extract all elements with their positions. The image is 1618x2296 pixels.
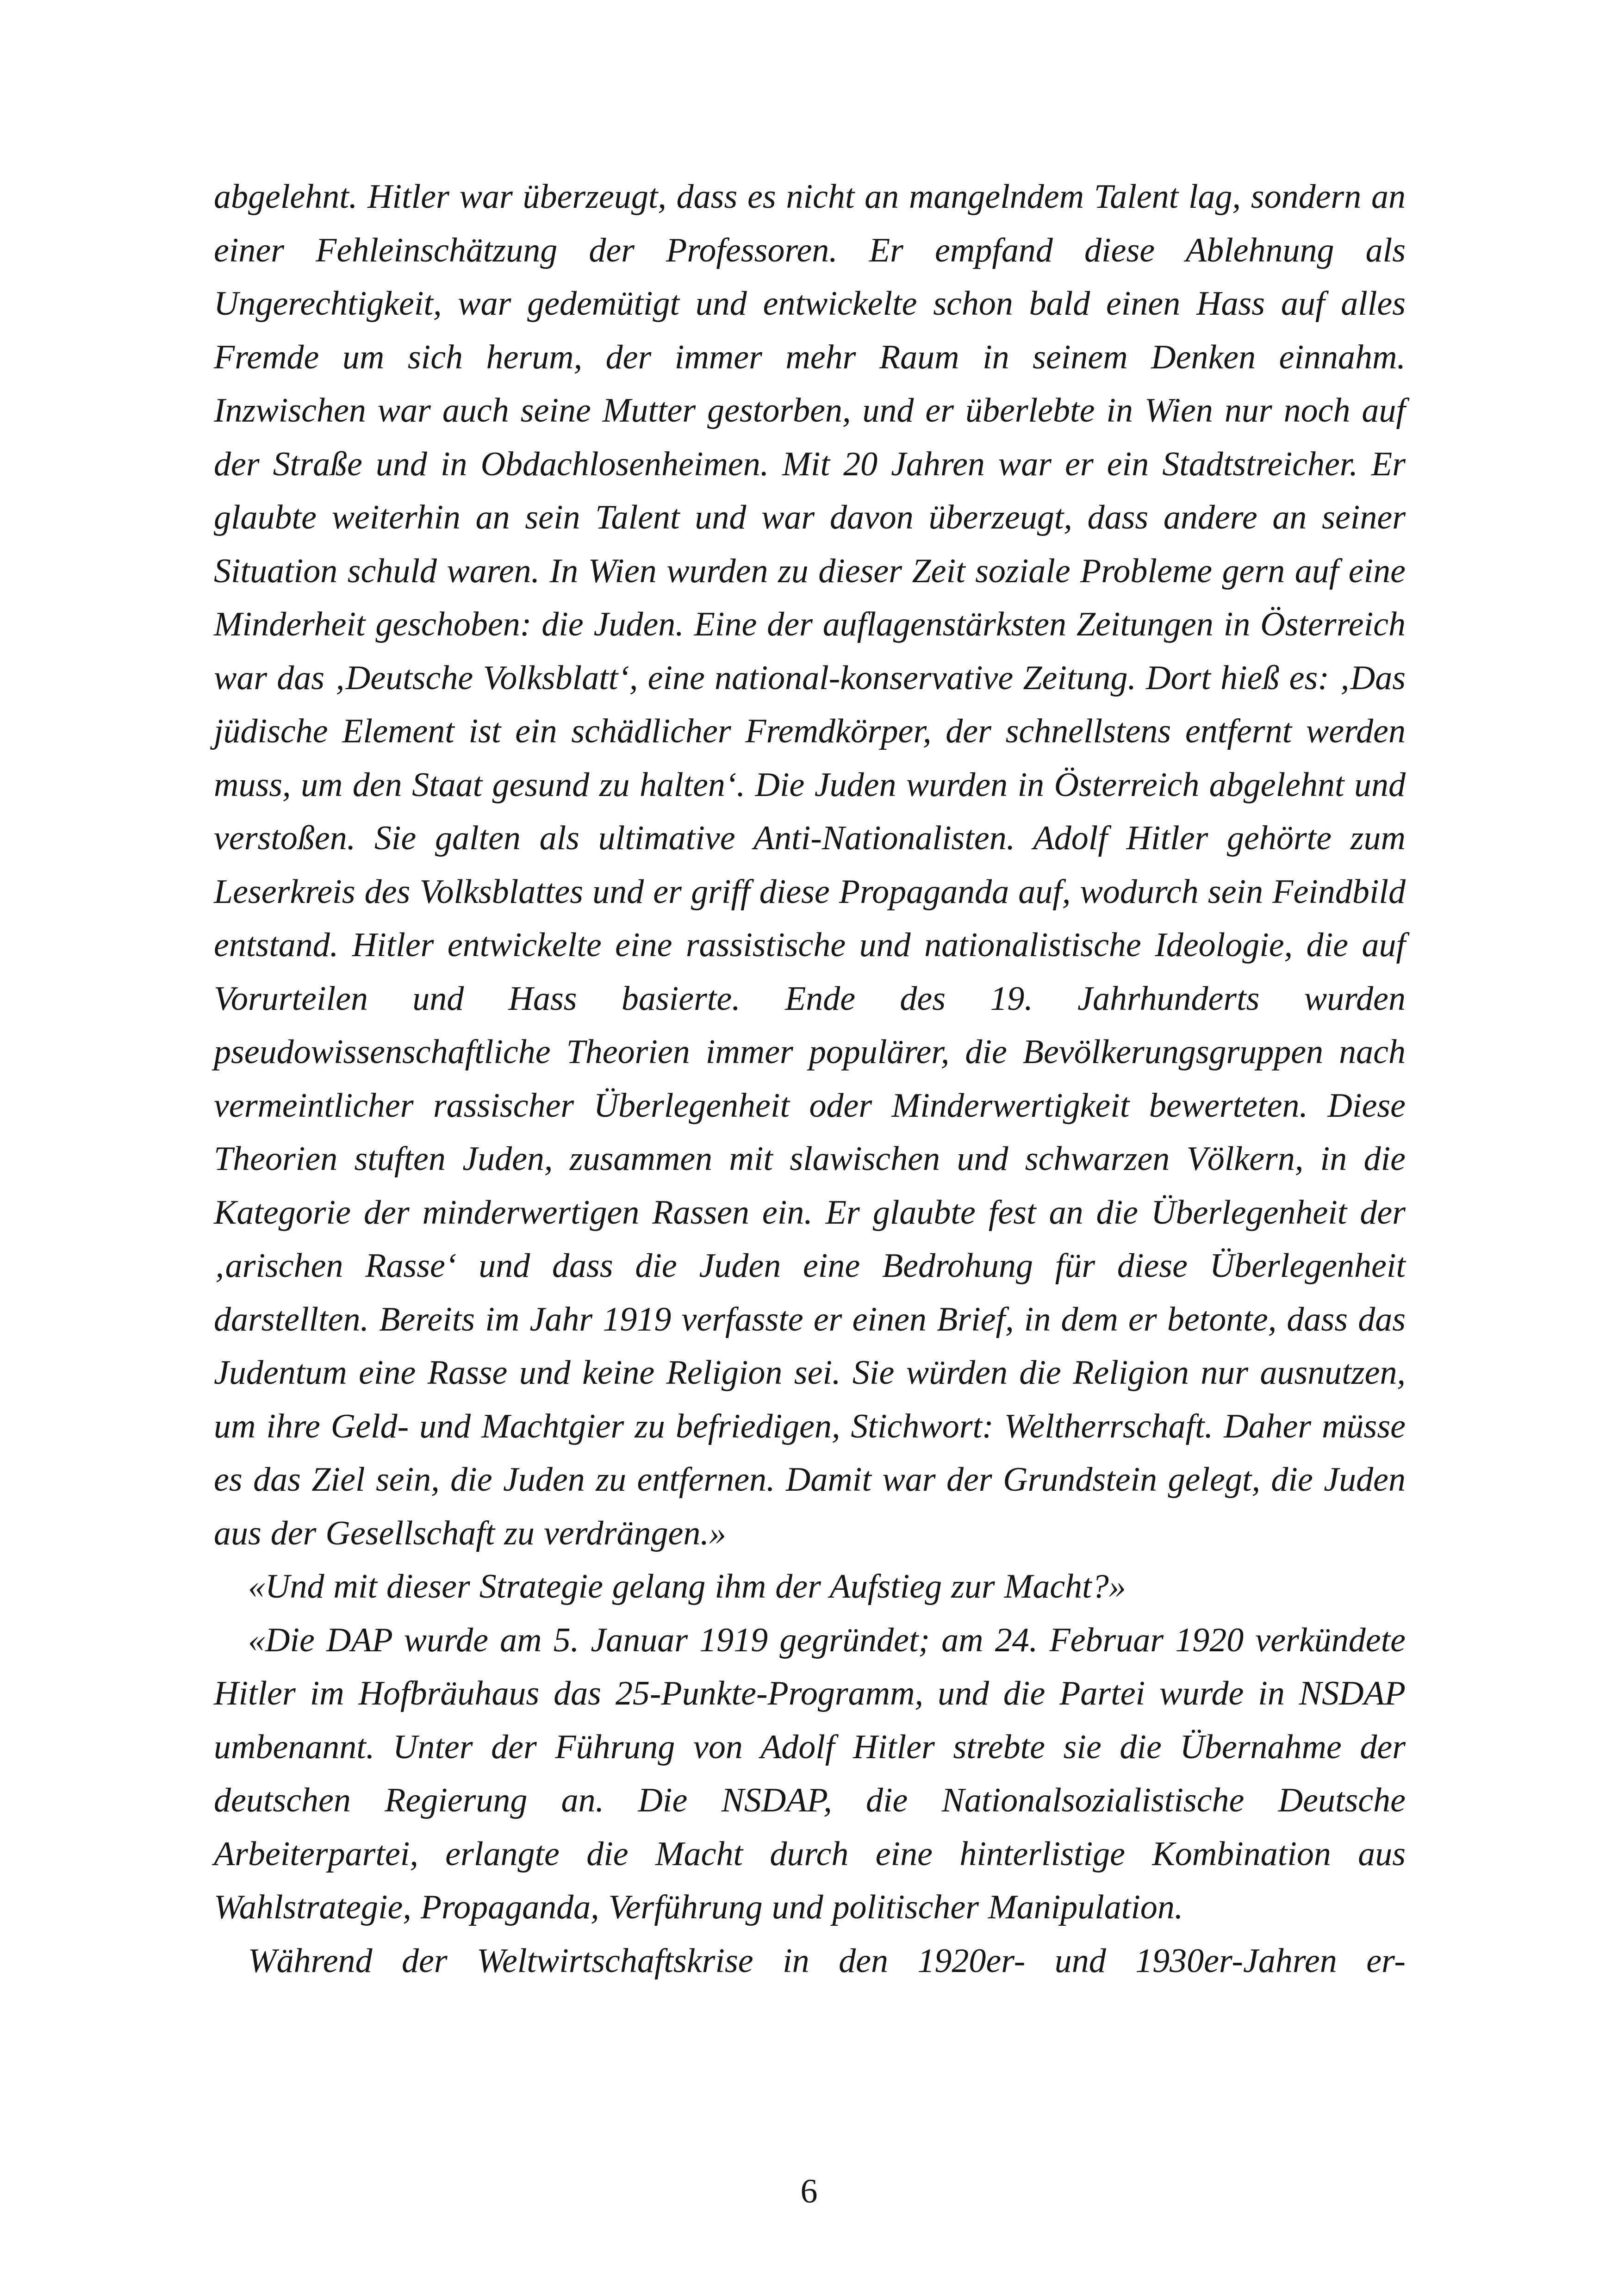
paragraph-2: «Und mit dieser Strategie gelang ihm der Aufstieg zur Macht?» [248, 1568, 1126, 1605]
paragraph-4: Während der Weltwirtschaftskrise in den 1920er- und 1930er-Jahren er- [248, 1941, 1406, 1980]
paragraph-3: «Die DAP wurde am 5. Januar 1919 gegründet; am 24. Februar 1920 verkündete Hitler im Hofbräuhaus das 25-Punkte-Programm, und die Partei wurde in NSDAP umbenannt. Unter der Führung von Adolf Hitler strebte sie die Übernahme der deutschen Regierung an. Die NSDAP, die Nationalsozialistische Deutsche Arbeiterpartei, erlangte die Macht durch eine hinterlistige Kombination aus Wahlstrategie, Propaganda, Verführung und politischer Manipulation. [214, 1621, 1406, 1926]
body-text [214, 170, 1406, 1985]
paragraph-1: abgelehnt. Hitler war überzeugt, dass es nicht an mangelndem Talent lag, sondern an einer Fehleinschätzung der Professoren. Er empfand diese Ablehnung als Ungerechtigkeit, war gedemütigt und entwickelte schon bald einen Hass auf alles Fremde um sich herum, der immer mehr Raum in seinem Denken einnahm. Inzwischen war auch seine Mutter gestorben, und er überlebte in Wien nur noch auf der Straße und in Obdachlosenheimen. Mit 20 Jahren war er ein Stadtstreicher. Er glaubte weiterhin an sein Talent und war davon überzeugt, dass andere an seiner Situation schuld waren. In Wien wurden zu dieser Zeit soziale Probleme gern auf eine Minderheit geschoben: die Juden. Eine der auflagenstärksten Zeitungen in Österreich war das ‚Deutsche Volksblatt‘, eine national-konservative Zeitung. Dort hieß es: ‚Das jüdische Element ist ein schädlicher Fremdkörper, der schnellstens entfernt werden muss, um den Staat gesund zu halten‘. Die Juden wurden in Österreich abgelehnt und verstoßen. Sie galten als ultimative Anti-Nationalisten. Adolf Hitler gehörte zum Leserkreis des Volksblattes und er griff diese Propaganda auf, wodurch sein Feindbild entstand. Hitler entwickelte eine rassistische und nationalistische Ideologie, die auf Vorurteilen und Hass basierte. Ende des 19. Jahrhunderts wurden pseudowissenschaftliche Theorien immer populärer, die Bevölkerungsgruppen nach vermeintlicher rassischer Überlegenheit oder Minderwertigkeit bewerteten. Diese Theorien stuften Juden, zusammen mit slawischen und schwarzen Völkern, in die Kategorie der minderwertigen Rassen ein. Er glaubte fest an die Überlegenheit der ‚arischen Rasse‘ und dass die Juden eine Bedrohung für diese Überlegenheit darstellten. Bereits im Jahr 1919 verfasste er einen Brief, in dem er betonte, dass das Judentum eine Rasse und keine Religion sei. Sie würden die Religion nur ausnutzen, um ihre Geld- und Machtgier zu befriedigen, Stichwort: Weltherrschaft. Daher müsse es das Ziel sein, die Juden zu entfernen. Damit war der Grundstein gelegt, die Juden aus der Gesellschaft zu verdrängen.» [214, 178, 1406, 1552]
page-number: 6 [800, 2172, 818, 2210]
